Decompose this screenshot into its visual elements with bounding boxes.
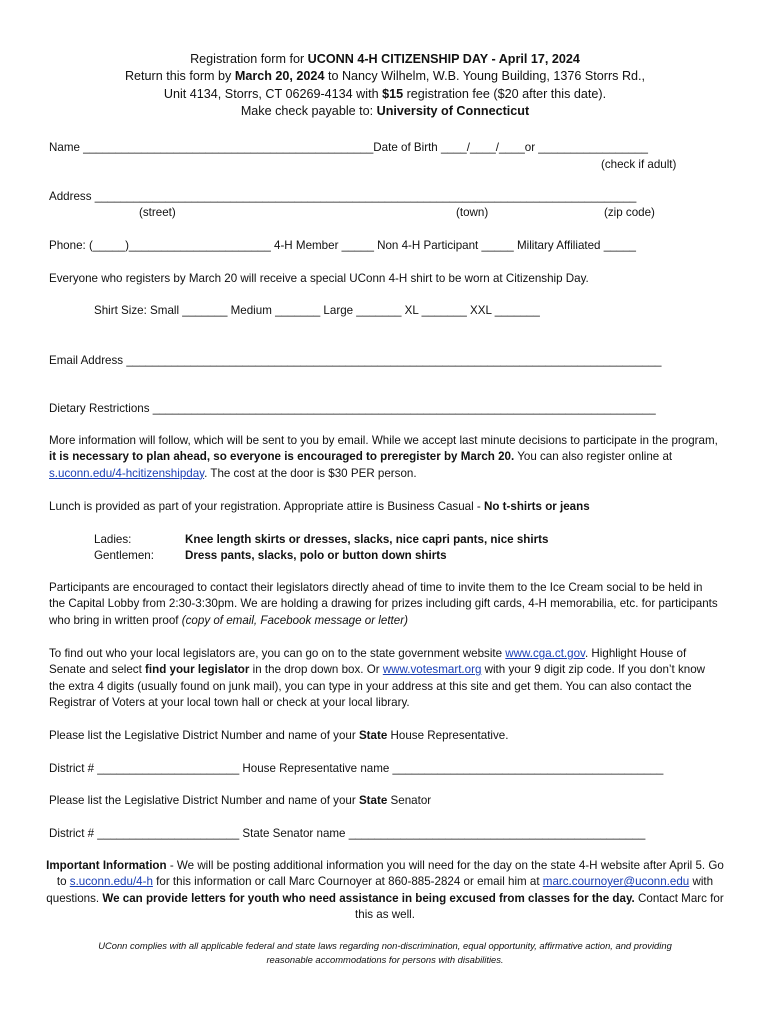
legislators-paragraph: Participants are encouraged to contact their legislators directly ahead of time to invite them to the Ice Cream social to be held in the Capital Lobby from 2:30-3:30pm. We are holding a drawing for prizes including gift cards, 4-H memorabilia, etc. for participants who bring in written proof (copy of email, Facebook message or letter): [49, 581, 718, 627]
gentlemen-attire: Dress pants, slacks, polo or button down shirts: [185, 549, 447, 562]
header-line-4: Make check payable to: University of Connecticut: [240, 104, 530, 118]
house-prompt: Please list the Legislative District Number and name of your State House Representative.: [49, 729, 509, 742]
footer-disclaimer: UConn complies with all applicable federal and state laws regarding non-discrimination, equal opportunity, affirmative action, and providing reasonable accommodations for persons with disabilities.: [98, 940, 672, 965]
ladies-attire: Knee length skirts or dresses, slacks, nice capri pants, nice shirts: [185, 533, 549, 546]
uconn-4h-link[interactable]: s.uconn.edu/4-h: [69, 875, 153, 889]
name-dob-field[interactable]: Name _____________________________________________Date of Birth ____/____/____or _________________: [49, 141, 648, 154]
town-label: (town): [456, 206, 489, 219]
senate-prompt: Please list the Legislative District Number and name of your State Senator: [49, 794, 432, 807]
more-info-paragraph: More information will follow, which will be sent to you by email. While we accept last minute decisions to participate in the program, it is necessary to plan ahead, so everyone is encouraged to preregister by March 20. You can also register online at s.uconn.edu/4-hcitizenshipday. The cost at the door is $30 PER person.: [49, 434, 718, 480]
find-legislators-paragraph: To find out who your local legislators are, you can go on to the state government website www.cga.ct.gov. Highlight House of Senate and select find your legislator in the drop down box. Or www.votesmart.org with your 9 digit zip code. If you don’t know the extra 4 digits (usually found on junk mail), you can type in your address at this site and get them. You can also contact the Registrar of Voters at your local town hall or check at your local library.: [49, 647, 706, 710]
cga-link[interactable]: www.cga.ct.gov: [505, 647, 585, 660]
lunch-note: Lunch is provided as part of your registration. Appropriate attire is Business Casual - No t-shirts or jeans: [49, 500, 590, 513]
senate-district-field[interactable]: District # ______________________ State Senator name ______________________________________________: [49, 827, 646, 840]
shirt-size-field[interactable]: Shirt Size: Small _______ Medium _______ Large _______ XL _______ XXL _______: [94, 304, 540, 317]
house-district-field[interactable]: District # ______________________ House Representative name __________________________________________: [49, 762, 664, 775]
dietary-field[interactable]: Dietary Restrictions ______________________________________________________________________________: [49, 402, 656, 415]
header-line-2: Return this form by March 20, 2024 to Nancy Wilhelm, W.B. Young Building, 1376 Storrs Rd.,: [124, 69, 646, 83]
ladies-label: Ladies:: [94, 533, 132, 546]
email-link[interactable]: marc.cournoyer@uconn.edu: [542, 875, 690, 889]
street-label: (street): [139, 206, 176, 219]
header-line-3: Unit 4134, Storrs, CT 06269-4134 with $15 registration fee ($20 after this date).: [163, 87, 607, 101]
important-info-paragraph: Important Information - We will be posting additional information you will need for the day on the state 4-H website after April 5. Go to s.uconn.edu/4-h for this information or call Marc Cournoyer at 860-885-2824 or email him at marc.cournoyer@uconn.edu with questions. We can provide letters for youth who need assistance in being excused from classes for the day. Contact Marc for this as well.: [46, 859, 724, 922]
zip-label: (zip code): [604, 206, 655, 219]
phone-membership-field[interactable]: Phone: (_____)______________________ 4-H Member _____ Non 4-H Participant _____ Military Affiliated _____: [49, 239, 636, 252]
shirt-note: Everyone who registers by March 20 will receive a special UConn 4-H shirt to be worn at Citizenship Day.: [49, 272, 589, 285]
header-line-1: Registration form for UCONN 4-H CITIZENSHIP DAY - April 17, 2024: [190, 52, 580, 66]
gentlemen-label: Gentlemen:: [94, 549, 154, 562]
registration-link[interactable]: s.uconn.edu/4-hcitizenshipday: [49, 466, 205, 480]
votesmart-link[interactable]: www.votesmart.org: [382, 663, 482, 677]
email-field[interactable]: Email Address ___________________________________________________________________________________: [49, 354, 662, 367]
address-field[interactable]: Address ____________________________________________________________________________________: [49, 190, 637, 203]
check-adult-label: (check if adult): [601, 158, 677, 171]
